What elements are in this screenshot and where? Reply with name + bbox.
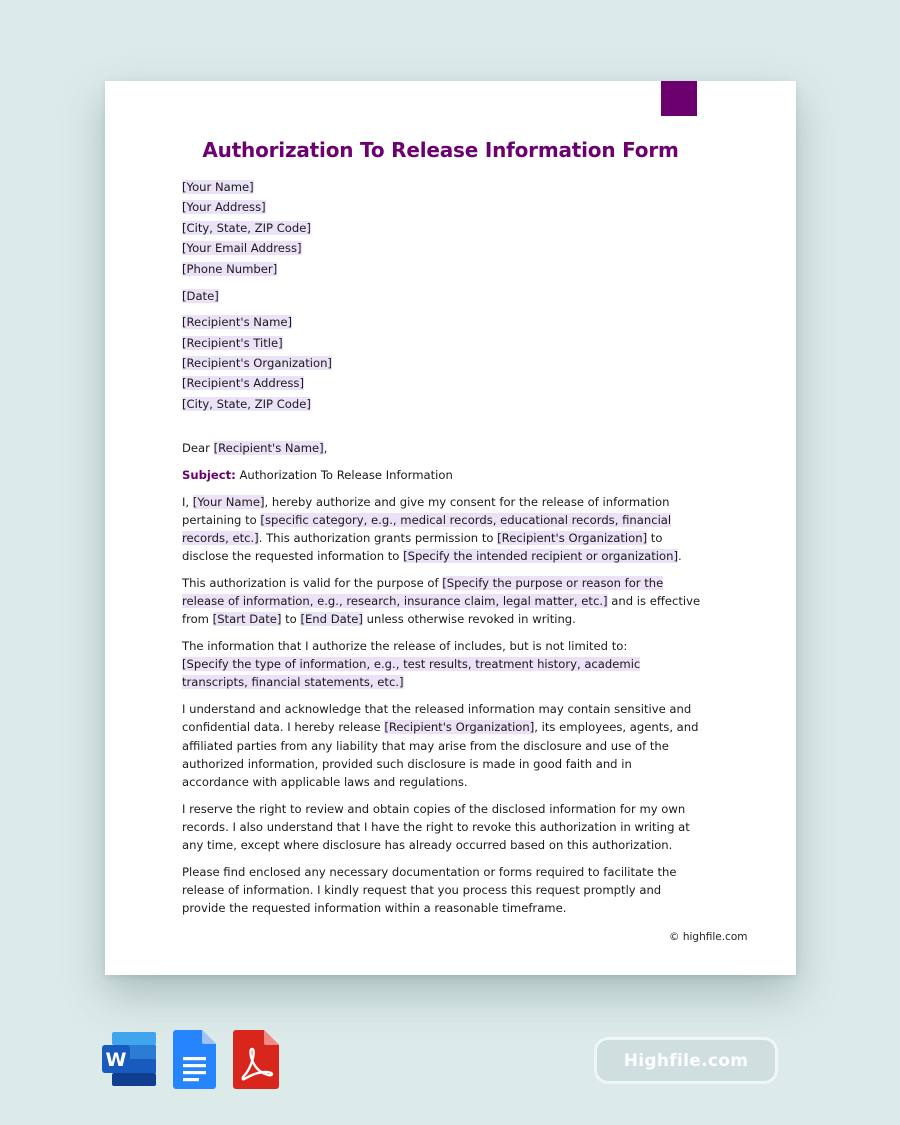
salutation-name: [Recipient's Name] — [213, 441, 324, 456]
information-type-placeholder: [Specify the type of information, e.g., test results, treatment history, academic transcripts, financial statements, etc.] — [182, 657, 641, 690]
recipient-block — [182, 312, 702, 414]
svg-text:W: W — [105, 1049, 127, 1071]
recipient-organization: [Recipient's Organization] — [182, 356, 332, 371]
subject-line: Subject: Authorization To Release Information — [182, 467, 453, 482]
sender-city: [City, State, ZIP Code] — [182, 220, 311, 235]
recipient-address: [Recipient's Address] — [182, 376, 304, 391]
recipient-city: [City, State, ZIP Code] — [182, 396, 311, 411]
paragraph-validity: This authorization is valid for the purpose of [Specify the purpose or reason for the release of information, e.g., research, insurance claim, legal matter, etc.] and is effective from [Start Date] to [End Date] unless otherwise revoked in writing. — [182, 575, 701, 627]
sender-phone: [Phone Number] — [182, 261, 278, 276]
badge-label: Highfile.com — [597, 1040, 775, 1081]
paragraph-release: I understand and acknowledge that the released information may contain sensitive and confidential data. I hereby release [Recipient's Organization], its employees, agents, and affiliated parties from any liability that may arise from the disclosure and use of the authorized information, provided such disclosure is made in good faith and in accordance with applicable laws and regulations. — [182, 702, 699, 789]
sender-address: [Your Address] — [182, 200, 266, 215]
sender-email: [Your Email Address] — [182, 241, 302, 256]
subject-label: Subject: — [182, 467, 236, 482]
paragraph-information-scope: The information that I authorize the release of includes, but is not limited to: [Specify the type of information, e.g., test results, treatment history, academic transcripts, financial statements, etc.] — [182, 639, 641, 690]
recipient-title: [Recipient's Title] — [182, 335, 283, 350]
paragraph-consent: I, [Your Name], hereby authorize and give my consent for the release of information pertaining to [specific category, e.g., medical records, educational records, financial records, etc.]. This authorization grants permission to [Recipient's Organization] to disclose the requested information to [Specify the intended recipient or organization]. — [182, 494, 682, 564]
word-icon[interactable] — [100, 1028, 158, 1095]
sender-block — [182, 177, 702, 279]
pdf-icon[interactable] — [232, 1028, 280, 1095]
sender-name: [Your Name] — [182, 180, 254, 194]
paragraph-request: Please find enclosed any necessary documentation or forms required to facilitate the release of information. I kindly request that you process this request promptly and provide the requested information within a reasonable timeframe. — [182, 864, 677, 916]
paragraph-rights: I reserve the right to review and obtain copies of the disclosed information for my own records. I also understand that I have the right to revoke this authorization in writing at any time, except where disclosure has already occurred based on this authorization. — [182, 801, 690, 853]
copyright-notice: © highfile.com — [669, 931, 748, 943]
date-field: [Date] — [182, 288, 219, 303]
salutation: Dear [Recipient's Name], — [182, 441, 328, 456]
document-body — [182, 177, 702, 917]
recipient-name: [Recipient's Name] — [182, 315, 293, 330]
highfile-badge[interactable] — [594, 1037, 778, 1084]
document-page — [105, 81, 796, 975]
corner-accent — [661, 81, 697, 116]
google-docs-icon[interactable] — [172, 1028, 218, 1095]
document-title: Authorization To Release Information Form — [202, 138, 679, 162]
